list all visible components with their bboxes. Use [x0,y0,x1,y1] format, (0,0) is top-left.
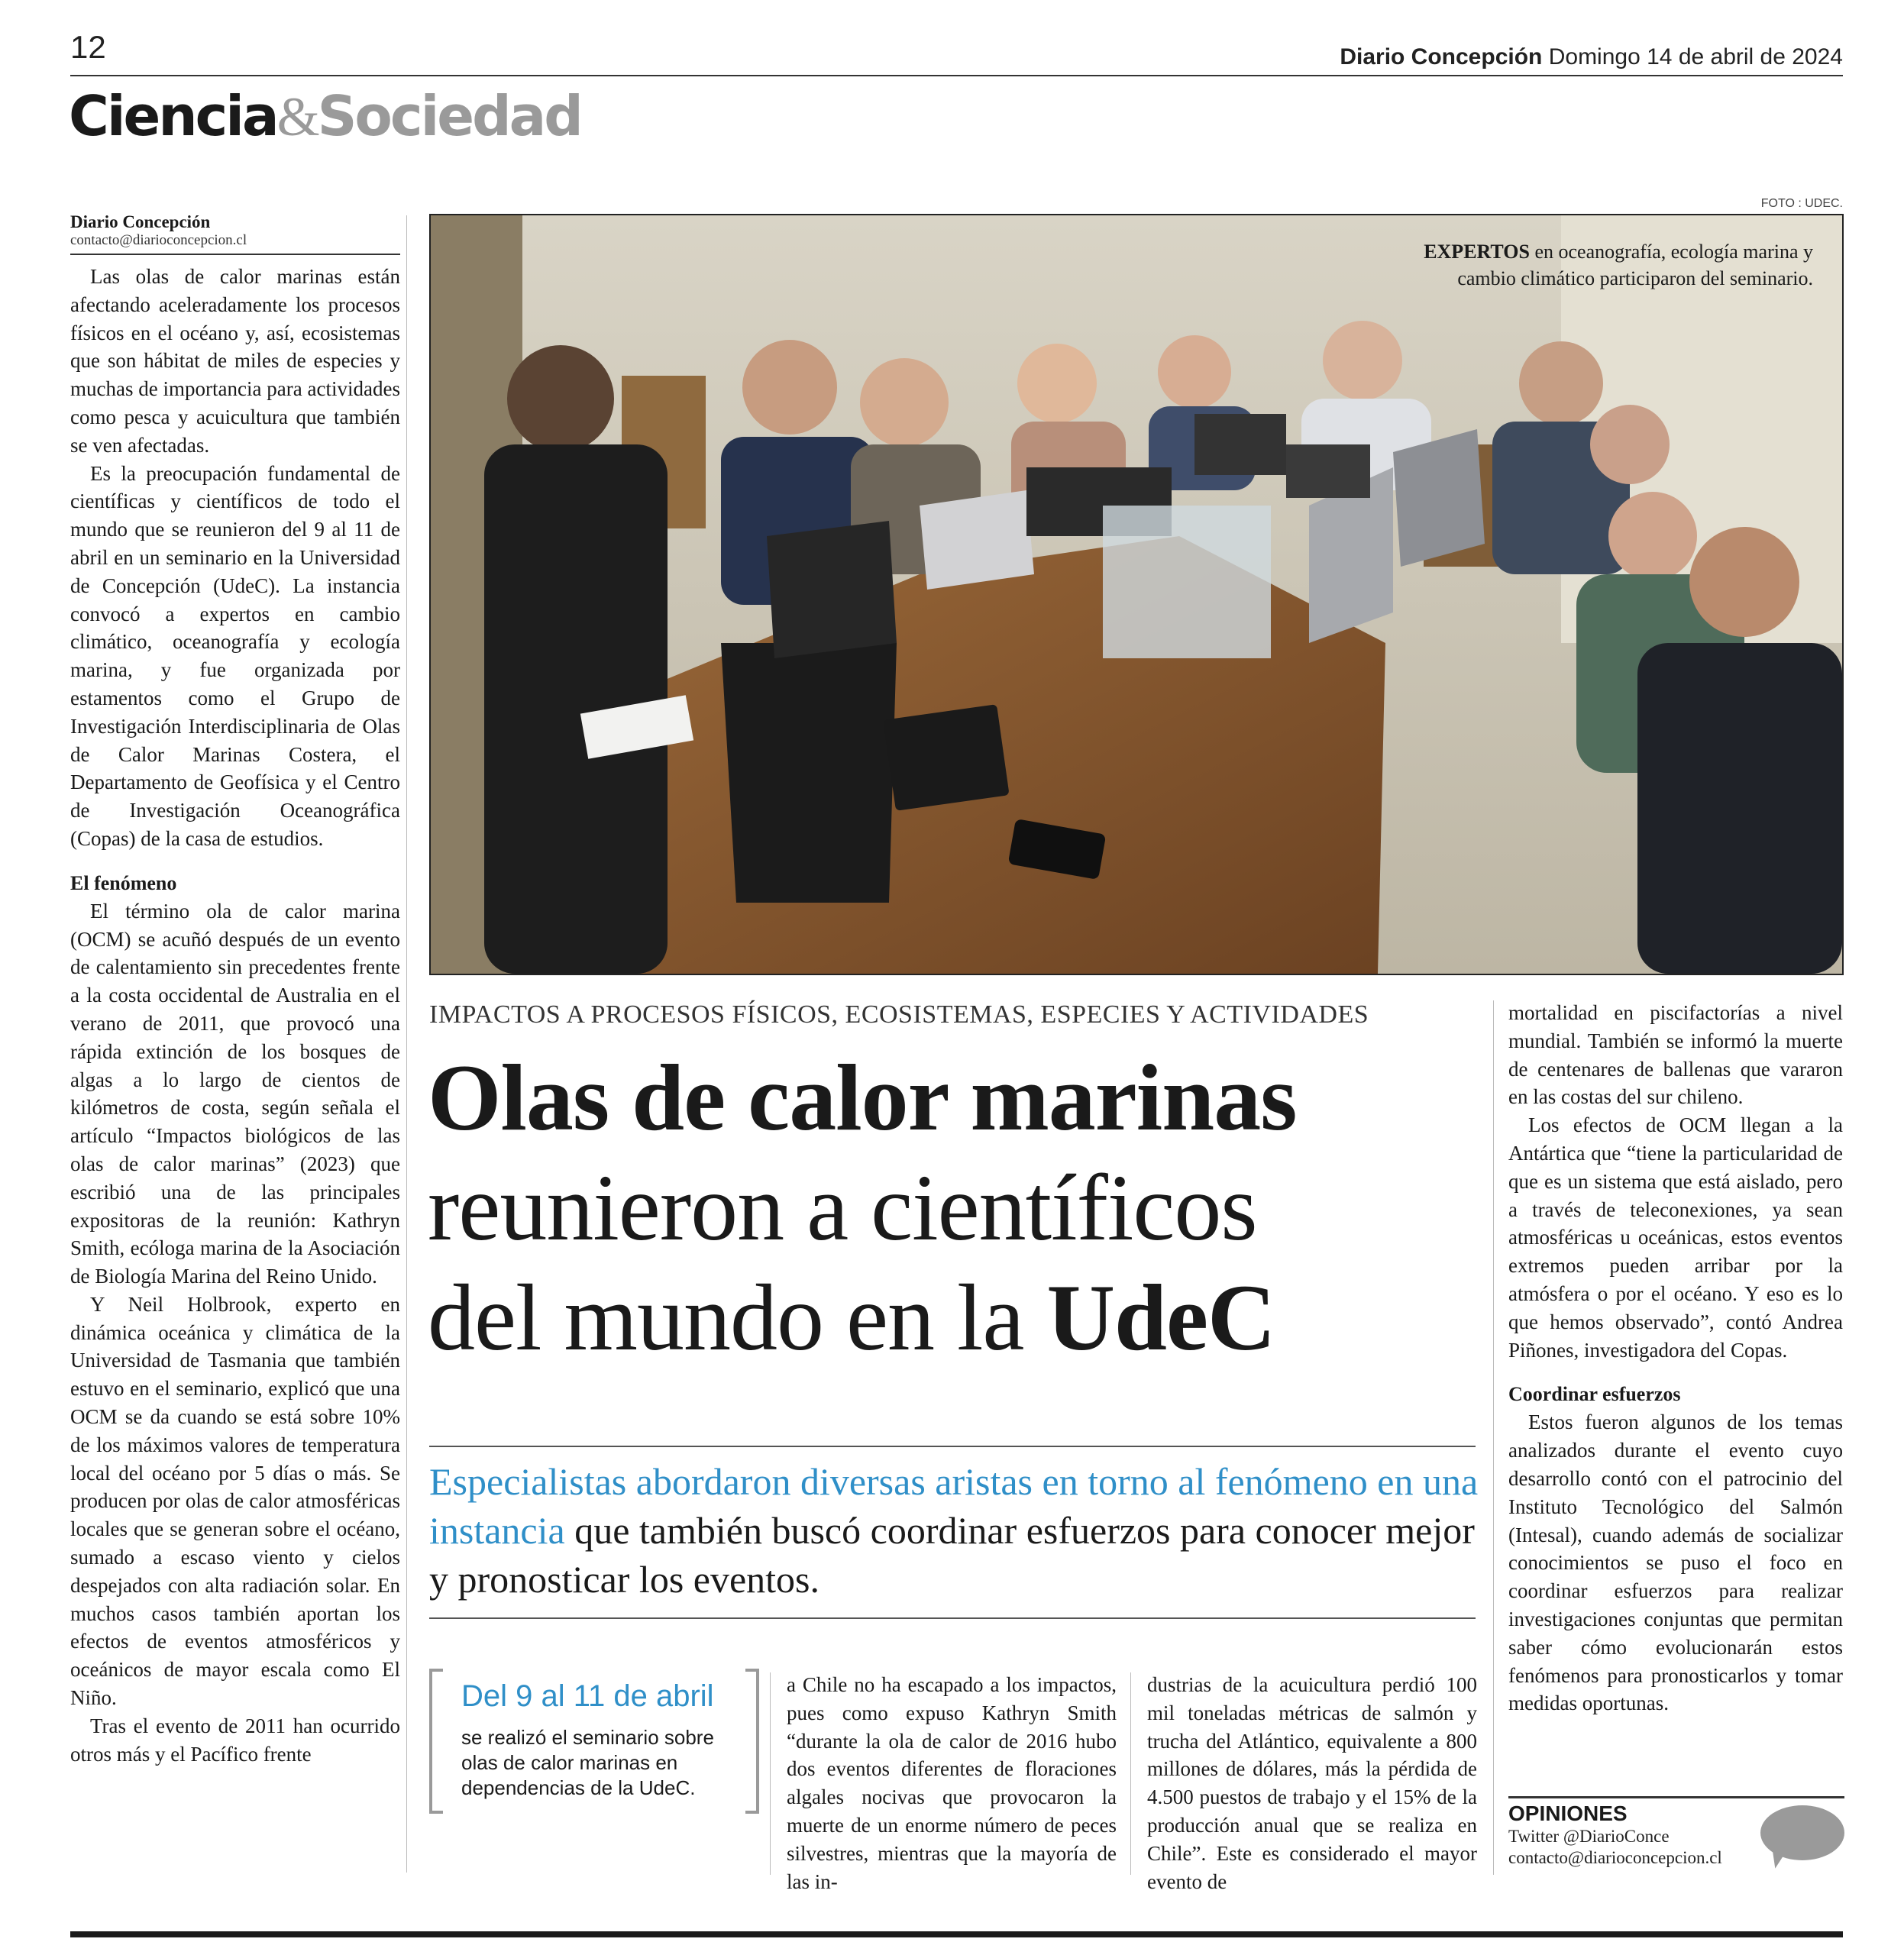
headline-line-3-bold: UdeC [1046,1265,1275,1370]
opinions-email[interactable]: contacto@diarioconcepcion.cl [1508,1848,1722,1867]
headline-line-3-text: del mundo en la [428,1265,1047,1370]
deck-highlight: Especialistas abordaron diversas aristas en torno al fenómeno en una instancia [429,1460,1479,1552]
section-title-part2: Sociedad [317,84,581,148]
article-photo [429,214,1844,975]
right-column [1508,999,1843,1717]
pull-quote [429,1669,759,1814]
paragraph: Es la preocupación fundamental de científicas y científicos de todo el mundo que se reunieron del 9 al 11 de abril en un seminario en la Universidad de Concepción (UdeC). La instancia convocó a expertos en cambio climático, oceanografía y ecología marina, y fue organizada por estamentos como el Grupo de Investigación Interdisciplinaria de Olas de Calor Marinas Costera, el Departamento de Geofísica y el Centro de Investigación Oceanográfica (Copas) de la casa de estudios. [70,461,400,850]
paper-name: Diario Concepción [1340,44,1543,69]
footer-rule [70,1931,1843,1937]
left-column [70,212,400,1768]
column-4 [1147,1671,1477,1895]
header-rule [70,75,1843,76]
column-divider [406,215,407,1873]
headline-line-3 [428,1263,1512,1373]
byline-name: Diario Concepción [70,212,211,231]
meeting-photo-illustration [431,215,1842,974]
opinions-box [1508,1796,1844,1869]
kicker: IMPACTOS A PROCESOS FÍSICOS, ECOSISTEMAS, ESPECIES Y ACTIVIDADES [429,1000,1369,1029]
headline [428,1043,1512,1373]
subhead-coordinar-esfuerzos: Coordinar esfuerzos [1508,1383,1681,1406]
paragraph: Los efectos de OCM llegan a la Antártica que “tiene la particularidad de que es un sistema que está aislado, pero a través de teleconexiones, ya sean atmosféricas u oceánicas, estos eventos extremos pueden arribar por la atmósfera o por el océano. Y eso es lo que hemos observado”, contó Andrea Piñones, investigadora del Copas. [1508,1113,1843,1362]
byline-rule [70,254,400,255]
opinions-twitter[interactable]: Twitter @DiarioConce [1508,1827,1670,1846]
section-title-part1: Ciencia [69,84,277,148]
issue-date: Domingo 14 de abril de 2024 [1548,44,1843,69]
paragraph: Las olas de calor marinas están afectando aceleradamente los procesos físicos en el océano y, así, ecosistemas que son hábitat de miles de especies y muchas de importancia para actividades como pesca y acuicultura que también se ven afectadas. [70,265,400,457]
deck-text: que también buscó coordinar esfuerzos para conocer mejor y pronosticar los eventos. [429,1509,1475,1601]
left-body [70,263,400,1768]
deck-rule-top [429,1446,1476,1447]
opinions-rule [1508,1796,1844,1798]
opinions-title: OPINIONES [1508,1802,1628,1825]
paragraph: Tras el evento de 2011 han ocurrido otros más y el Pacífico frente [70,1714,400,1766]
bracket-left [429,1669,443,1814]
paragraph: a Chile no ha escapado a los impactos, pues como expuso Kathryn Smith “durante la ola de calor de 2016 hubo dos eventos diferentes de floraciones algales nocivas que provocaron la muerte de un enorme número de peces silvestres, mientras que la mayoría de las in- [787,1673,1117,1893]
headline-line-1: Olas de calor marinas [428,1045,1297,1150]
byline-email[interactable]: contacto@diarioconcepcion.cl [70,232,247,248]
paragraph: mortalidad en piscifactorías a nivel mundial. También se informó la muerte de centenares de ballenas que vararon en las costas del sur chileno. [1508,1001,1843,1109]
column-3 [787,1671,1117,1895]
photo-caption [1385,238,1813,292]
caption-lead: EXPERTOS [1424,241,1530,263]
column-divider [1493,1000,1494,1875]
paragraph: dustrias de la acuicultura perdió 100 mil toneladas métricas de salmón y trucha del Atlántico, equivalente a 800 millones de dólares, más la pérdida de 4.500 puestos de trabajo y el 15% de la producción anual que se realiza en Chile”. Este es considerado el mayor evento de [1147,1673,1477,1893]
paragraph: Y Neil Holbrook, experto en dinámica oceánica y climática de la Universidad de Tasmania que también estuvo en el seminario, explicó que una OCM se da cuando se está sobre 10% de los máximos valores de temperatura local del océano por 5 días o más. Se producen por olas de calor atmosféricas locales que se generan sobre el océano, sumado a escaso viento y cielos despejados con alta radiación solar. En muchos casos también aportan los efectos de eventos atmosféricos y oceánicos de mayor escala como El Niño. [70,1292,400,1710]
bracket-right [745,1669,759,1814]
paragraph: El término ola de calor marina (OCM) se acuñó después de un evento de calentamiento sin precedentes frente a la costa occidental de Australia en el verano de 2011, que provocó una rápida extinción de los bosques de algas a lo largo de cientos de kilómetros de costa, según señala el artículo “Impactos biológicos de las olas de calor marinas” (2023) que escribió una de las principales expositoras de la reunión: Kathryn Smith, ecóloga marina de la Asociación de Biología Marina del Reino Unido. [70,899,400,1288]
pull-quote-title: Del 9 al 11 de abril [461,1679,714,1713]
deck [429,1457,1483,1604]
deck-rule-bottom [429,1617,1476,1619]
subhead-el-fenomeno: El fenómeno [70,871,177,894]
page-number: 12 [70,29,106,65]
section-title [69,84,581,149]
caption-text: en oceanografía, ecología marina y cambio climático participaron del seminario. [1457,241,1813,289]
paragraph: Estos fueron algunos de los temas analizados durante el evento cuyo desarrollo contó con el patrocinio del Instituto Tecnológico del Salmón (Intesal), cuando además de socializar conocimientos se puso el foco en coordinar esfuerzos para realizar investigaciones conjuntas que permitan saber cómo evolucionarán estos fenómenos para pronosticarlos y tomar medidas oportunas. [1508,1411,1843,1715]
photo-credit: FOTO : UDEC. [1760,197,1843,210]
pull-quote-body: se realizó el seminario sobre olas de calor marinas en dependencias de la UdeC. [461,1726,714,1799]
headline-line-2: reunieron a científicos [428,1155,1257,1260]
column-divider [1130,1672,1131,1875]
section-title-ampersand: & [276,86,318,147]
masthead [1340,44,1843,70]
column-divider [770,1672,771,1875]
